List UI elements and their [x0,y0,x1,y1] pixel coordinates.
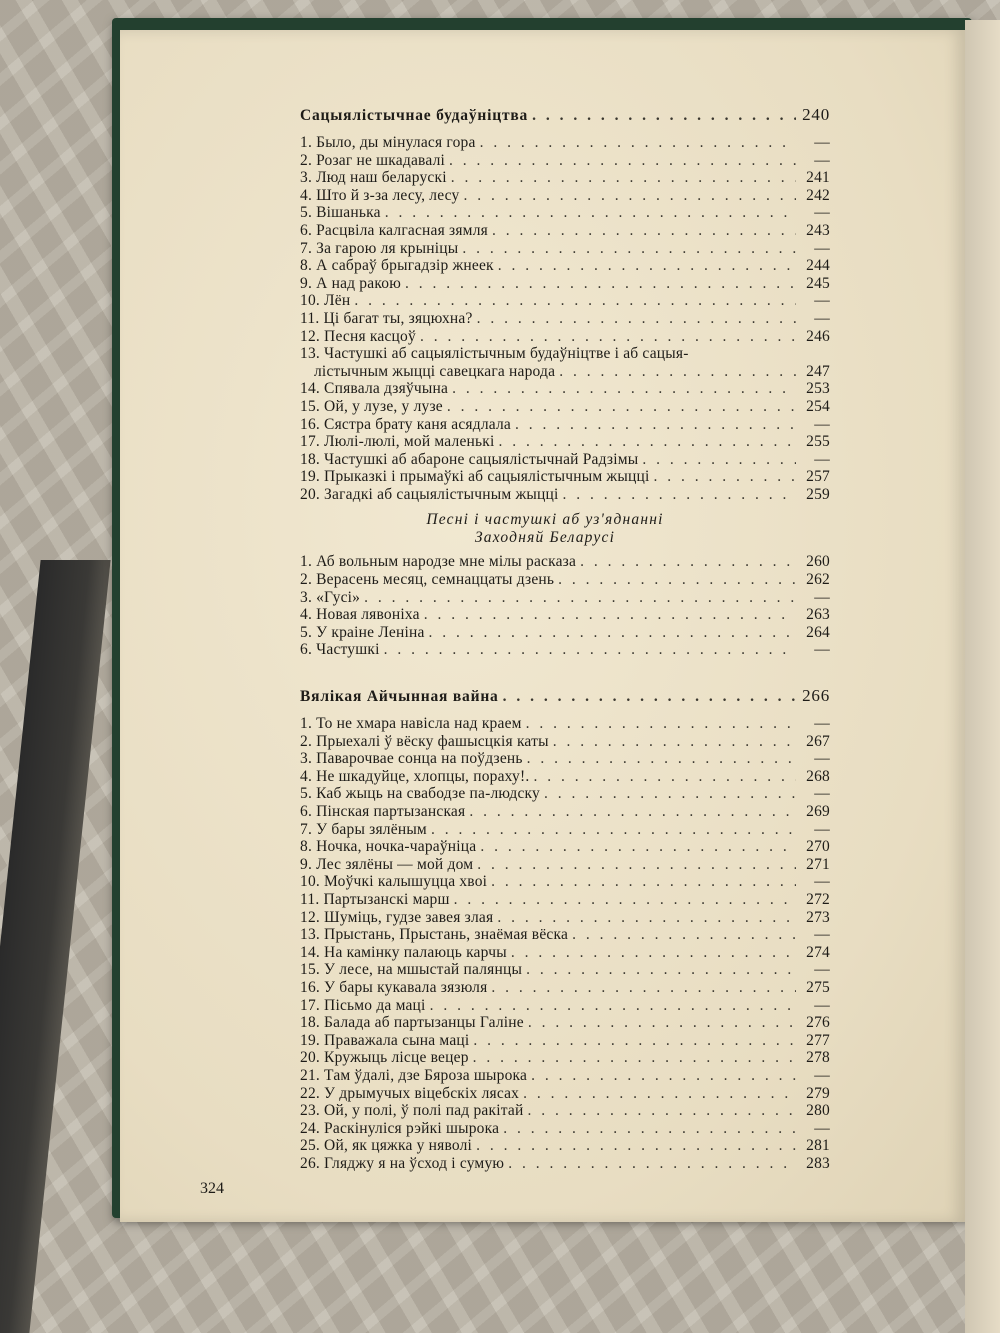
toc-entry [300,222,830,240]
leader-dots [469,803,796,821]
toc-entry [300,1049,830,1067]
entry-page: — [814,239,830,257]
entry-title: 10. Моўчкі калышуцца хвоі [300,873,488,891]
leader-dots [405,275,796,293]
entry-title: 2. Прыехалі ў вёску фашысцкія каты [300,732,549,750]
leader-dots [503,1120,796,1138]
leader-dots [515,416,796,434]
entry-page: — [814,873,830,891]
entry-page: 253 [806,380,830,398]
entry-title: 11. Ці багат ты, зяцюхна? [300,309,473,327]
entry-page: 271 [806,855,830,873]
toc-entry [300,785,830,803]
entry-page: — [814,309,830,327]
leader-dots [533,768,796,786]
leader-dots [491,979,796,997]
toc-entry [300,292,830,310]
entry-title: 10. Лён [300,292,351,310]
entry-title: 4. Што й з-за лесу, лесу [300,186,460,204]
entry-page: — [814,450,830,468]
toc-entry [300,821,830,839]
leader-dots [558,571,796,589]
entry-title: 3. Люд наш беларускі [300,169,447,187]
toc-entry [300,768,830,786]
entry-page: 245 [806,274,830,292]
leader-dots [420,328,796,346]
leader-dots [464,187,796,205]
entry-title: 14. На камінку палаюць карчы [300,943,507,961]
leader-dots [476,1137,796,1155]
entry-page: 243 [806,221,830,239]
entry-page: — [814,1119,830,1137]
facing-page-edge [965,20,1000,1333]
entry-title: 1. Было, ды мінулася гора [300,134,476,151]
entry-title: 4. Не шкадуйце, хлопцы, пораху!. [300,767,530,785]
entry-title: 20. Кружыць лісце вецер [300,1049,469,1067]
subsection-heading: Песні і частушкі аб уз'яднанні Заходняй Беларусі [426,511,664,547]
entry-page: 280 [806,1102,830,1120]
entry-title: 5. Каб жыць на свабодзе па-людску [300,785,540,803]
entry-page: — [814,961,830,979]
entry-title: 8. А сабраў брыгадзір жнеек [300,257,494,275]
leader-dots [503,688,796,706]
toc-entry [300,204,830,222]
entry-title: 9. Лес зялёны — мой дом [300,855,474,873]
entry-page: 272 [806,890,830,908]
section-title: Сацыялістычнае будаўніцтва [300,107,529,124]
leader-dots [480,838,796,856]
leader-dots [527,1102,796,1120]
leader-dots [492,222,796,240]
leader-dots [499,433,796,451]
entry-page: 246 [806,327,830,345]
toc-entry [300,398,830,416]
entry-page: — [814,785,830,803]
leader-dots [526,715,796,733]
toc-entry [300,979,830,997]
entry-page: — [814,750,830,768]
toc-entry [300,750,830,768]
leader-dots [653,468,796,486]
leader-dots [526,961,796,979]
entry-title: 6. Пінская партызанская [300,803,466,820]
entry-page: 276 [806,1014,830,1032]
toc-entry [300,380,830,398]
entry-page: 268 [806,767,830,785]
toc-entry [300,997,830,1015]
leader-dots [497,909,796,927]
entry-title: 12. Шуміць, гудзе завея злая [300,908,494,926]
toc-entry [300,1137,830,1155]
toc-entry-13-line2: лістычным жыцці савецкага народа . . . 247 [300,363,830,381]
entry-title: 15. Ой, у лузе, у лузе [300,397,443,415]
toc-entry [300,961,830,979]
toc-entry [300,416,830,434]
toc-entry [300,624,830,642]
leader-dots [449,152,796,170]
leader-dots [424,606,796,624]
toc-entry [300,1032,830,1050]
entry-title: 23. Ой, у полі, ў полі пад ракітай [300,1102,524,1120]
toc-entry [300,486,830,504]
entry-title: 9. А над ракою [300,274,402,292]
entry-title: 16. У бары кукавала зязюля [300,978,488,996]
toc-entry [300,838,830,856]
entry-title: 22. У дрымучых віцебскіх лясах [300,1084,520,1102]
toc-entry [300,134,830,152]
leader-dots [477,310,796,328]
entry-page: 242 [806,186,830,204]
toc-entry [300,944,830,962]
entry-page: — [814,588,830,606]
entry-title: 5. Вішанька [300,204,381,222]
entry-title: 19. Прыказкі і прымаўкі аб сацыялістычным жыцці [300,468,650,486]
toc-entry [300,715,830,733]
entry-page: 267 [806,732,830,750]
entry-page: — [814,926,830,944]
entry-title: 2. Верасень месяц, семнаццаты дзень [300,571,555,589]
leader-dots [491,873,796,891]
leader-dots [454,891,796,909]
entry-page: 257 [806,468,830,486]
leader-dots [498,257,796,275]
toc-entry [300,856,830,874]
toc-entry [300,152,830,170]
entry-title: 17. Люлі-люлі, мой маленькі [300,433,495,451]
leader-dots [527,750,796,768]
leader-dots [429,624,796,642]
leader-dots [642,451,796,469]
entry-page: 273 [806,908,830,926]
entry-title: 15. У лесе, на мшыстай палянцы [300,961,523,979]
leader-dots [532,107,796,125]
toc-entry [300,451,830,469]
toc-entry [300,468,830,486]
entry-title: 21. Там ўдалі, дзе Бяроза шырока [300,1066,528,1084]
toc-entry [300,909,830,927]
entry-title: 16. Сястра брату каня асядлала [300,415,511,433]
entry-title: 25. Ой, як цяжка у няволі [300,1137,473,1155]
entry-page: 254 [806,397,830,415]
leader-dots [531,1067,796,1085]
leader-dots [544,785,796,803]
entry-title: 1. То не хмара навісла над краем [300,715,522,733]
leader-dots [385,204,796,222]
toc-entry [300,926,830,944]
toc-entry [300,803,830,821]
leader-dots [511,944,796,962]
toc-entry [300,553,830,571]
entry-title: 24. Раскінуліся рэйкі шырока [300,1119,500,1137]
entry-page: 281 [806,1137,830,1155]
entry-page: 259 [806,485,830,503]
toc-entry [300,891,830,909]
toc-entry [300,1155,830,1173]
section-page: 266 [802,686,830,706]
entry-title: 17. Пісьмо да маці [300,996,426,1014]
entry-page: 255 [806,433,830,451]
entry-title: 12. Песня касцоў [300,327,416,345]
entry-title: 7. За гарою ля крыніцы [300,239,459,257]
toc-entry [300,1067,830,1085]
entry-title: 26. Гляджу я на ўсход і сумую [300,1154,505,1172]
entry-page: 260 [806,553,830,571]
entry-title: 6. Расцвіла калгасная зямля [300,221,488,239]
entry-page: — [814,641,830,659]
leader-dots [523,1085,796,1103]
leader-dots [384,641,796,659]
leader-dots [354,292,796,310]
entry-page: — [814,134,830,151]
toc-entry [300,1120,830,1138]
leader-dots [528,1014,796,1032]
entry-page: 283 [806,1154,830,1172]
section-page: 240 [802,105,830,124]
entry-page: 241 [806,169,830,187]
toc-entry [300,433,830,451]
toc-entry [300,873,830,891]
entry-title: 14. Спявала дзяўчына [300,380,449,398]
toc-entry [300,589,830,607]
toc-entry [300,310,830,328]
toc-entry [300,187,830,205]
leader-dots [462,240,796,258]
entry-title: 2. Розаг не шкадавалі [300,151,446,169]
entry-title: 8. Ночка, ночка-чараўніца [300,838,477,856]
page-number: 324 [200,1180,224,1197]
leader-dots [473,1032,796,1050]
leader-dots [430,997,796,1015]
entry-title: 5. У краіне Леніна [300,623,425,641]
table-of-contents [300,106,830,1172]
leader-dots [431,821,796,839]
toc-entry [300,1085,830,1103]
entry-page: 270 [806,838,830,856]
entry-title: 7. У бары зялёным [300,820,427,838]
entry-page: — [814,715,830,733]
leader-dots [364,589,796,607]
entry-title: 19. Праважала сына маці [300,1031,470,1049]
leader-dots [553,733,796,751]
entry-page: — [814,820,830,838]
leader-dots [480,134,796,152]
entry-page: 274 [806,943,830,961]
entry-title: 18. Балада аб партызанцы Галіне [300,1014,524,1032]
leader-dots [559,363,796,381]
entry-page: 279 [806,1084,830,1102]
toc-entry [300,169,830,187]
entry-page: — [814,292,830,310]
toc-entry [300,606,830,624]
entry-title: 13. Прыстань, Прыстань, знаёмая вёска [300,926,569,944]
leader-dots [451,169,796,187]
entry-title: 11. Партызанскі марш [300,890,450,908]
entry-title: 4. Новая лявоніха [300,606,420,624]
entry-page: 264 [806,623,830,641]
section-heading-war [300,687,830,709]
entry-page: 263 [806,606,830,624]
leader-dots [473,1049,796,1067]
entry-page: 277 [806,1031,830,1049]
toc-entry [300,1014,830,1032]
leader-dots [572,926,796,944]
toc-entry [300,641,830,659]
toc-entry [300,733,830,751]
toc-entry [300,328,830,346]
section-title: Вялікая Айчынная вайна [300,688,499,706]
entry-page: — [814,151,830,169]
entry-page: 262 [806,571,830,589]
entry-page: — [814,1066,830,1084]
entry-page: 269 [806,803,830,820]
entry-page: — [814,204,830,222]
entry-page: — [814,415,830,433]
toc-entry [300,257,830,275]
leader-dots [477,856,796,874]
leader-dots [508,1155,796,1173]
entry-title: 3. «Гусі» [300,588,361,606]
entry-page: 244 [806,257,830,275]
entry-title: 6. Частушкі [300,641,380,659]
entry-title: 20. Загадкі аб сацыялістычным жыцці [300,485,559,503]
section-heading-socialist [300,106,830,128]
leader-dots [580,553,796,571]
toc-entry [300,1102,830,1120]
leader-dots [452,380,796,398]
entry-title: 1. Аб вольным народзе мне мілы расказа [300,553,577,571]
toc-entry [300,571,830,589]
entry-page: 278 [806,1049,830,1067]
entry-page: 275 [806,978,830,996]
entry-page: — [814,996,830,1014]
entry-title: 18. Частушкі аб абароне сацыялістычнай Радзімы [300,450,639,468]
toc-entry [300,275,830,293]
entry-title: 3. Паварочвае сонца на поўдзень [300,750,523,768]
leader-dots [447,398,796,416]
leader-dots [562,486,796,504]
toc-entry [300,240,830,258]
toc-entry-13-line1: 13. Частушкі аб сацыялістычным будаўніцтве і аб сацыя- [300,345,689,363]
